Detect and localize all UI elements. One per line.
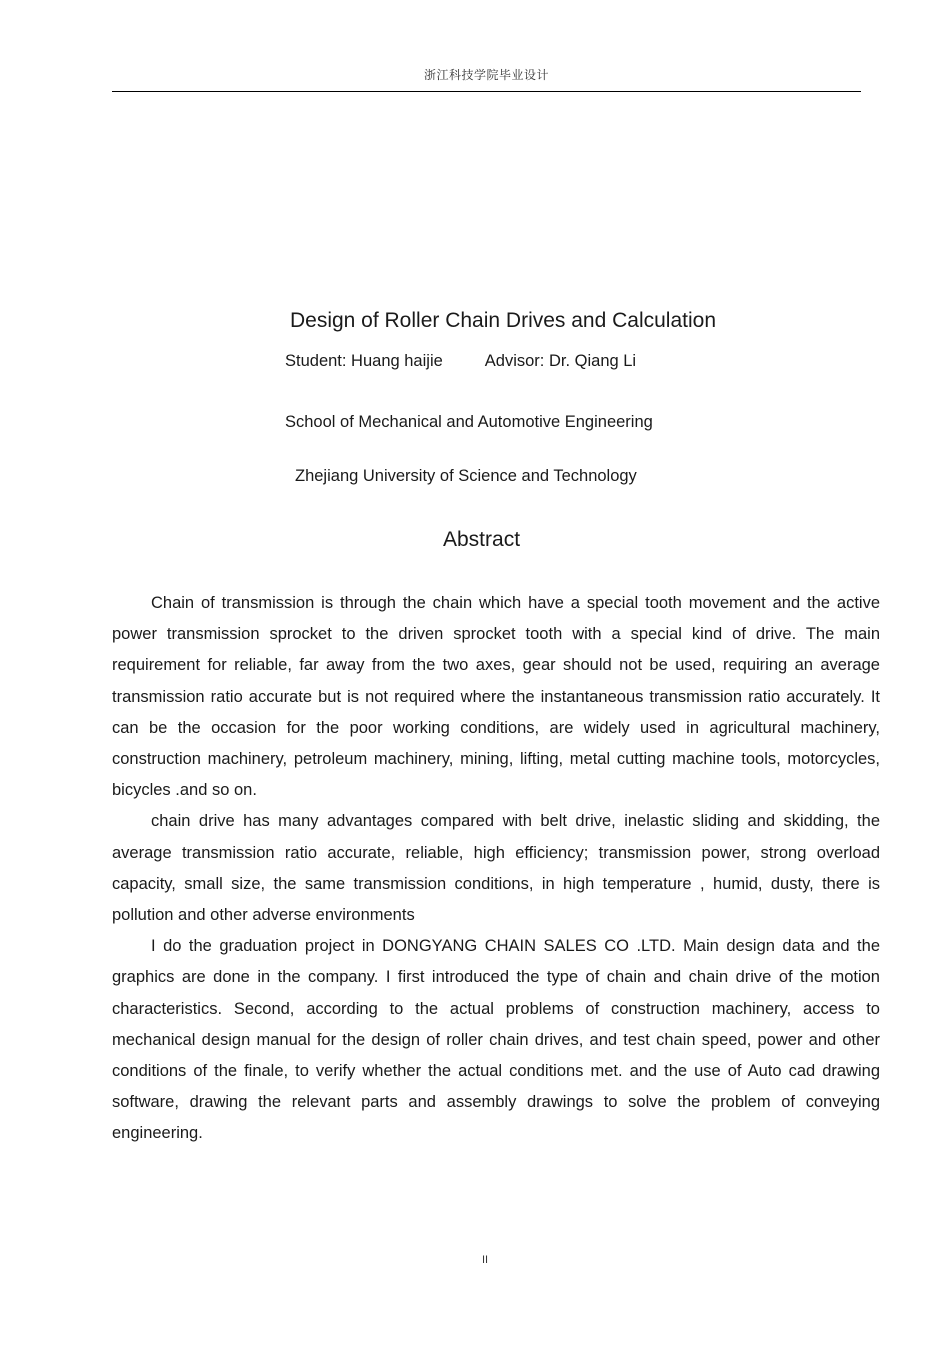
- university-name: Zhejiang University of Science and Technology: [295, 467, 637, 485]
- running-header: 浙江科技学院毕业设计: [423, 68, 549, 82]
- abstract-body: [112, 588, 880, 1150]
- advisor-name: Advisor: Dr. Qiang Li: [484, 352, 637, 370]
- school-name: School of Mechanical and Automotive Engineering: [285, 413, 653, 431]
- page-number: II: [481, 1254, 489, 1266]
- abstract-paragraph: chain drive has many advantages compared with belt drive, inelastic sliding and skidding, the average transmission ratio accurate, reliable, high efficiency; transmission power, strong overload capacity, small size, the same transmission conditions, in high temperature , humid, dusty, there is pollution and other adverse environments: [112, 812, 880, 925]
- abstract-heading: Abstract: [443, 528, 521, 551]
- byline: [285, 350, 636, 372]
- thesis-title: Design of Roller Chain Drives and Calculation: [289, 309, 717, 332]
- abstract-paragraph: I do the graduation project in DONGYANG CHAIN SALES CO .LTD. Main design data and the graphics are done in the company. I first introduced the type of chain and chain drive of the motion characteristics. Second, according to the actual problems of construction machinery, access to mechanical design manual for the design of roller chain drives, and test chain speed, power and other conditions of the finale, to verify whether the actual conditions met. and the use of Auto cad drawing software, drawing the relevant parts and assembly drawings to solve the problem of conveying engineering.: [112, 937, 880, 1143]
- student-name: Student: Huang haijie: [285, 352, 443, 370]
- header-rule: [112, 91, 861, 92]
- abstract-paragraph: Chain of transmission is through the chain which have a special tooth movement and the active power transmission sprocket to the driven sprocket tooth with a special kind of drive. The main requirement for reliable, far away from the two axes, gear should not be used, requiring an average transmission ratio accurate but is not required where the instantaneous transmission ratio accurately. It can be the occasion for the poor working conditions, are widely used in agricultural machinery, construction machinery, petroleum machinery, mining, lifting, metal cutting machine tools, motorcycles, bicycles .and so on.: [112, 594, 880, 800]
